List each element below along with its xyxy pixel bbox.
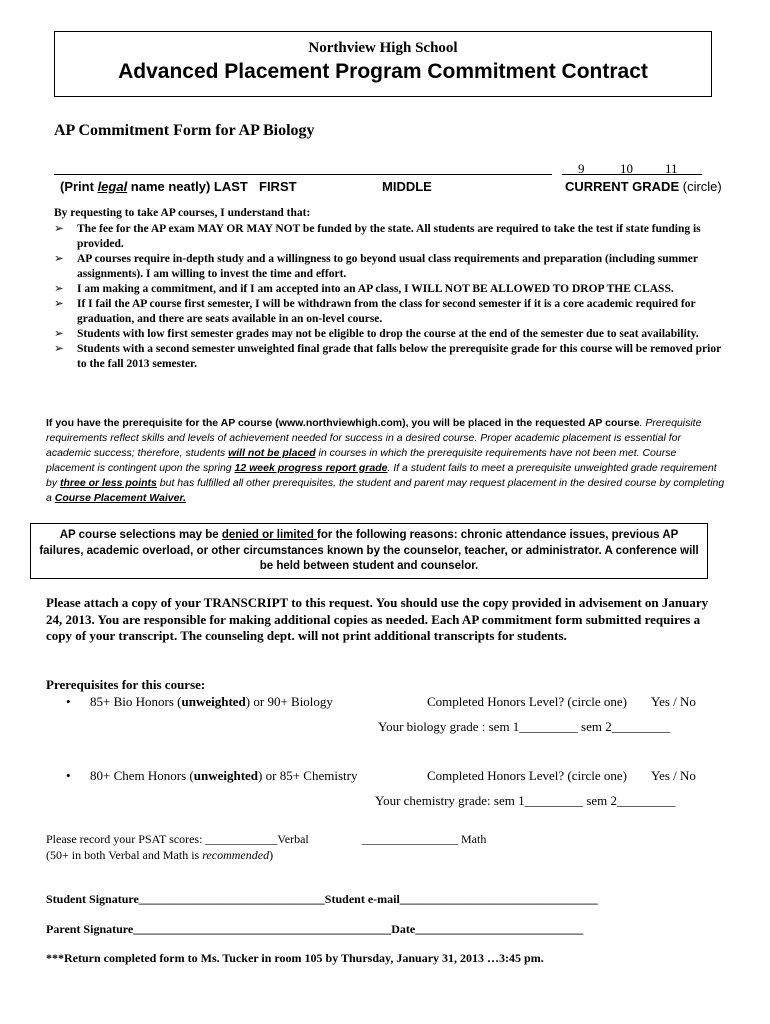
arrow-bullet-icon: ➢	[54, 343, 64, 355]
prerequisites-heading: Prerequisites for this course:	[46, 677, 206, 692]
grade-11-option[interactable]: 11	[665, 161, 678, 176]
return-instructions: ***Return completed form to Ms. Tucker in room 105 by Thursday, January 31, 2013 …3:45 pm.	[46, 951, 544, 965]
form-title: AP Commitment Form for AP Biology	[54, 122, 315, 139]
name-entry-line[interactable]	[54, 174, 552, 175]
print-name-label: (Print legal name neatly) LAST	[60, 179, 248, 194]
list-item: ➢ AP courses require in-depth study and a willingness to go beyond usual class requirements and preparation (including summer assignments). I am willing to invest the time and effort.	[54, 253, 698, 280]
header-box	[54, 31, 712, 97]
transcript-instructions: Please attach a copy of your TRANSCRIPT to this request. You should use the copy provided in advisement on January 24, 2013. You are responsible for making additional copies as needed. Each AP commitment form submitted requires a copy of your transcript. The counseling dept. will not print additional transcripts for students.	[46, 595, 709, 643]
grade-line	[562, 174, 702, 175]
bio-honors-question: Completed Honors Level? (circle one)	[427, 694, 627, 709]
psat-note: (50+ in both Verbal and Math is recommended)	[46, 848, 274, 862]
list-item: ➢ The fee for the AP exam MAY OR MAY NOT be funded by the state. All students are required to take the test if state funding is provided.	[54, 223, 701, 250]
list-item: ➢ I am making a commitment, and if I am accepted into an AP class, I WILL NOT BE ALLOWED TO DROP THE CLASS.	[54, 283, 674, 295]
denial-notice-box	[30, 523, 708, 579]
grade-9-option[interactable]: 9	[578, 161, 585, 176]
arrow-bullet-icon: ➢	[54, 253, 64, 265]
arrow-bullet-icon: ➢	[54, 328, 64, 340]
arrow-bullet-icon: ➢	[54, 283, 64, 295]
chem-prereq: 80+ Chem Honors (unweighted) or 85+ Chemistry	[90, 768, 358, 783]
student-signature-field[interactable]: Student Signature_______________________________Student e-mail_________________________________	[46, 892, 598, 906]
list-item: ➢ If I fail the AP course first semester, I will be withdrawn from the class for second semester if it is a core academic required for graduation, and there are seats available in an on-level course.	[54, 298, 696, 325]
bio-prereq: 85+ Bio Honors (unweighted) or 90+ Biology	[90, 694, 333, 709]
bio-grade-field[interactable]: Your biology grade : sem 1_________ sem 2_________	[378, 719, 671, 734]
grade-10-option[interactable]: 10	[620, 161, 633, 176]
list-item: ➢ Students with a second semester unweighted final grade that falls below the prerequisite grade for this course will be removed prior to the fall 2013 semester.	[54, 343, 721, 370]
middle-name-label: MIDDLE	[382, 179, 432, 194]
chem-grade-field[interactable]: Your chemistry grade: sem 1_________ sem 2_________	[375, 793, 676, 808]
prerequisite-paragraph: If you have the prerequisite for the AP course (www.northviewhigh.com), you will be placed in the requested AP course. Prerequisite requirements reflect skills and levels of achievement needed for success in a desired course. Proper academic placement is essential for academic success; therefore, students will not be placed in courses in which the prerequisite requirements have not been met. Course placement is contingent upon the spring 12 week progress report grade. If a student fails to meet a prerequisite unweighted grade requirement by three or less points but has fulfilled all other prerequisites, the student and parent may request placement in the desired course by completing a Course Placement Waiver.	[46, 417, 725, 504]
first-name-label: FIRST	[259, 179, 297, 194]
intro-text: By requesting to take AP courses, I understand that:	[54, 207, 311, 219]
school-name: Northview High School	[308, 40, 458, 56]
arrow-bullet-icon: ➢	[54, 223, 64, 235]
current-grade-label: CURRENT GRADE (circle)	[565, 179, 722, 194]
commitment-list	[54, 222, 724, 372]
bullet-dot-icon: •	[66, 694, 71, 709]
arrow-bullet-icon: ➢	[54, 298, 64, 310]
chem-honors-question: Completed Honors Level? (circle one)	[427, 768, 627, 783]
psat-math-field[interactable]: ________________ Math	[362, 832, 487, 846]
chem-yes-no-option[interactable]: Yes / No	[651, 768, 696, 783]
denial-notice-text: AP course selections may be denied or limited for the following reasons: chronic attendance issues, previous AP failures, academic overload, or other circumstances known by the counselor, teacher, or administrator. A conference will be held between student and counselor.	[39, 529, 699, 572]
psat-verbal-field[interactable]: Please record your PSAT scores: ____________Verbal	[46, 832, 309, 846]
bio-yes-no-option[interactable]: Yes / No	[651, 694, 696, 709]
bullet-dot-icon: •	[66, 768, 71, 783]
contract-title: Advanced Placement Program Commitment Contract	[118, 60, 648, 83]
parent-signature-field[interactable]: Parent Signature___________________________________________Date____________________________	[46, 922, 584, 936]
list-item: ➢ Students with low first semester grades may not be eligible to drop the course at the end of the semester due to seat availability.	[54, 328, 699, 340]
